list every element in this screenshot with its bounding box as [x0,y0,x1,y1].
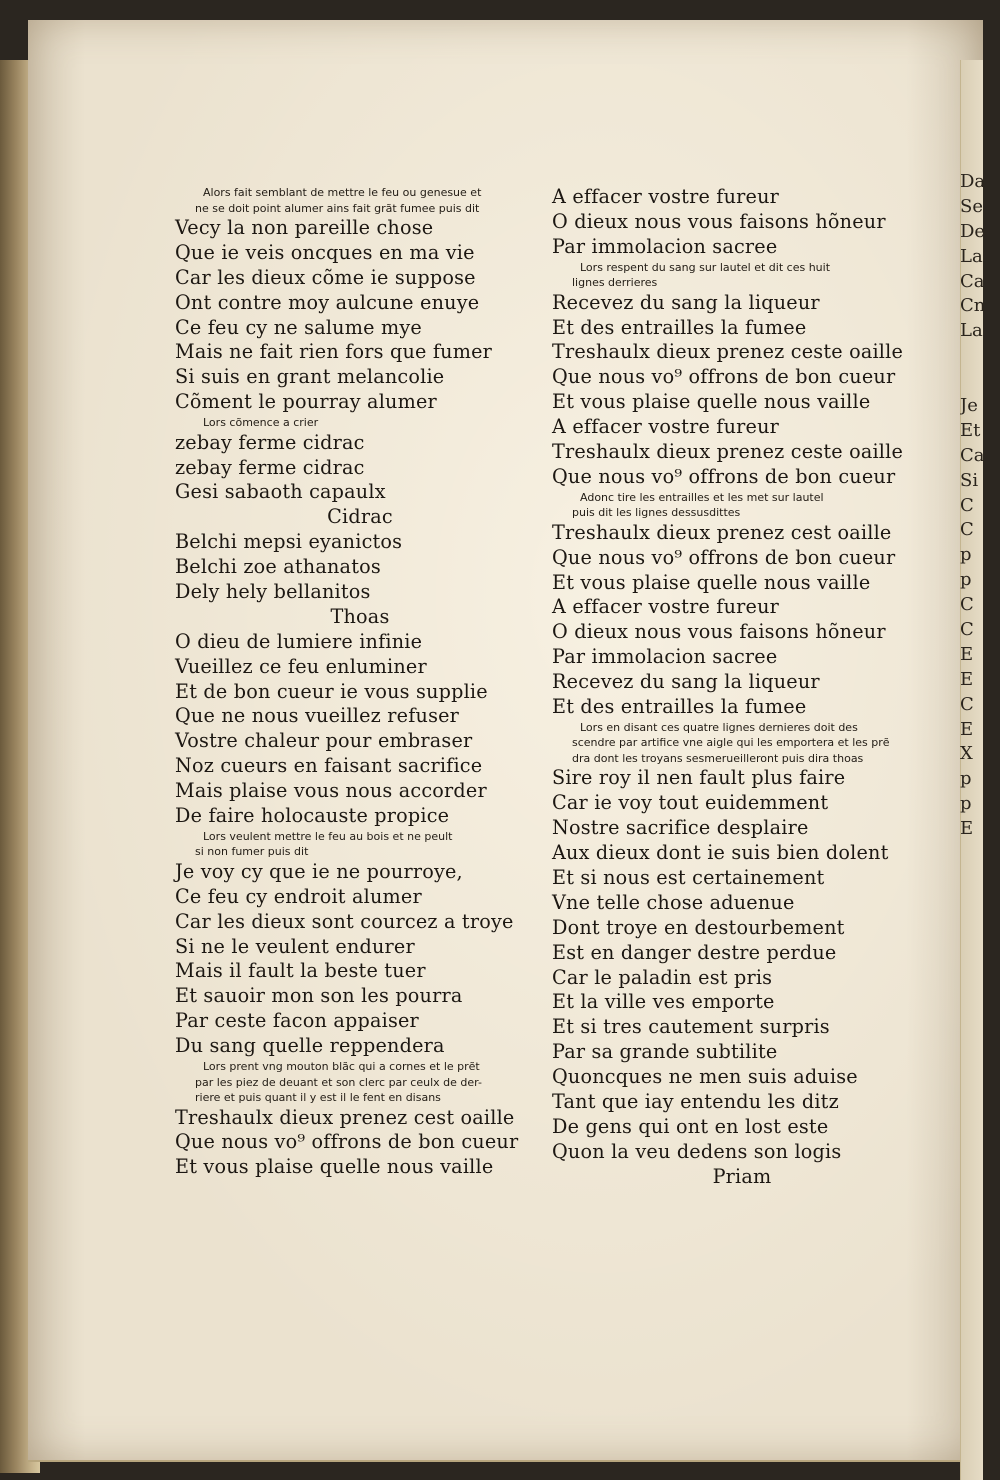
right-verse-line: Et la ville ves emporte [552,990,775,1014]
adjacent-page-letter: Et [960,419,981,441]
left-stage-direction: ne se doit point alumer ains fait grãt fumee puis dit [195,201,480,215]
left-stage-direction: par les piez de deuant et son clerc par ceulx de der- [195,1075,482,1089]
adjacent-page-letter: E [960,643,974,665]
right-verse-line: Tant que iay entendu les ditz [552,1090,839,1113]
right-verse-line: Et vous plaise quelle nous vaille [552,390,871,414]
right-verse-line: Car ie voy tout euidemment [552,791,829,815]
adjacent-page-letter: C [960,619,974,641]
left-verse-line: Treshaulx dieux prenez cest oaille [175,1105,515,1129]
left-verse-line: Par ceste facon appaiser [175,1009,419,1033]
right-stage-direction: dra dont les troyans sesmerueilleront puis dira thoas [572,751,864,765]
left-speaker-name: Cidrac [327,505,393,529]
left-verse-line: Dely hely bellanitos [175,579,371,603]
right-verse-line: Quoncques ne men suis aduise [552,1065,858,1089]
right-stage-direction: Lors en disant ces quatre lignes dernieres doit des [580,720,858,734]
right-verse-line: Treshaulx dieux prenez cest oaille [552,520,892,544]
left-verse-line: Cõment le pourray alumer [175,390,437,414]
left-verse-line: Et de bon cueur ie vous supplie [175,679,488,703]
left-stage-direction: Lors cõmence a crier [203,416,319,430]
adjacent-page-letter: C [960,519,974,541]
right-stage-direction: lignes derrieres [572,276,658,290]
adjacent-page-letter: La [960,245,983,267]
left-verse-line: zebay ferme cidrac [175,430,365,454]
left-verse-line: Et vous plaise quelle nous vaille [175,1155,494,1179]
right-verse-line: Par sa grande subtilite [552,1040,778,1064]
left-verse-line: Si ne le veulent endurer [175,934,415,958]
right-verse-line: Vne telle chose aduenue [552,890,795,914]
right-verse-line: Par immolacion sacree [552,645,778,669]
adjacent-page-letter: E [960,818,974,840]
adjacent-page-letter [960,369,1000,394]
adjacent-page-letter: De [960,220,986,242]
adjacent-page-letter: C [960,494,974,516]
left-verse-line: Gesi sabaoth capaulx [175,480,386,504]
right-verse-line: O dieux nous vous faisons hõneur [552,620,886,644]
right-verse-line: De gens qui ont en lost este [552,1114,829,1138]
left-verse-line: Car les dieux sont courcez a troye [175,909,514,933]
right-verse-line: Treshaulx dieux prenez ceste oaille [552,340,904,364]
adjacent-page-letter: Ca [960,444,985,466]
right-verse-line: Que nous vo⁹ offrons de bon cueur [552,365,896,389]
adjacent-page-letter: Je [960,395,978,417]
adjacent-page-letter: Si [960,469,979,491]
left-verse-line: Si suis en grant melancolie [175,365,445,389]
right-verse-line: Recevez du sang la liqueur [552,670,820,694]
adjacent-page-letter: Ca [960,270,985,292]
right-verse-line: Car le paladin est pris [552,965,773,989]
left-stage-direction: Lors veulent mettre le feu au bois et ne peult [203,829,453,843]
adjacent-page-letter: p [960,793,972,815]
right-stage-direction: Lors respent du sang sur lautel et dit ces huit [580,260,831,274]
left-verse-line: De faire holocauste propice [175,803,450,827]
right-verse-line: Treshaulx dieux prenez ceste oaille [552,440,904,464]
adjacent-page-letter: E [960,668,974,690]
adjacent-page-letter: p [960,768,972,790]
adjacent-page-letter: Da [960,171,986,192]
adjacent-page-letter: La [960,320,983,342]
adjacent-page-letter: C [960,594,974,616]
right-text-column [552,185,932,1190]
left-verse-line: Mais ne fait rien fors que fumer [175,340,493,364]
left-verse-line: Que ne nous vueillez refuser [175,704,460,728]
left-verse-line: Belchi mepsi eyanictos [175,530,403,554]
adjacent-page-fragment [960,170,1000,842]
adjacent-page-letter: Cn [960,295,986,317]
adjacent-page-letter: C [960,693,974,715]
right-verse-line: Et des entrailles la fumee [552,695,807,719]
right-stage-direction: puis dit les lignes dessusdittes [572,506,741,520]
right-verse-line: Que nous vo⁹ offrons de bon cueur [552,464,896,488]
right-verse-line: Sire roy il nen fault plus faire [552,766,846,790]
adjacent-page-letter: p [960,544,972,566]
left-verse-line: Et sauoir mon son les pourra [175,984,463,1008]
right-verse-line: Que nous vo⁹ offrons de bon cueur [552,545,896,569]
right-stage-direction: Adonc tire les entrailles et les met sur lautel [580,490,824,504]
right-verse-line: Recevez du sang la liqueur [552,290,820,314]
left-speaker-name: Thoas [330,604,390,628]
left-verse-line: Vueillez ce feu enluminer [175,654,427,678]
left-verse-line: Ce feu cy ne salume mye [175,315,422,339]
right-verse-line: Dont troye en destourbement [552,915,845,939]
right-verse-line: Et vous plaise quelle nous vaille [552,570,871,594]
right-verse-line: Est en danger destre perdue [552,940,837,964]
adjacent-page-letter: p [960,569,972,591]
left-verse-line: Que ie veis oncques en ma vie [175,240,475,264]
right-verse-line: A effacer vostre fureur [552,415,780,439]
right-verse-line: A effacer vostre fureur [552,185,780,208]
left-verse-line: Vostre chaleur pour embraser [175,729,473,753]
left-text-column [175,185,545,1180]
left-verse-line: Car les dieux cõme ie suppose [175,265,476,289]
right-stage-direction: scendre par artifice vne aigle qui les emportera et les prẽ [572,736,890,750]
left-stage-direction: Alors fait semblant de mettre le feu ou genesue et [203,186,482,199]
right-verse-line: Et si tres cautement surpris [552,1015,830,1039]
left-verse-line: zebay ferme cidrac [175,455,365,479]
right-verse-line: A effacer vostre fureur [552,595,780,619]
adjacent-page-letter: Se [960,195,983,217]
right-verse-line: Et si nous est certainement [552,865,825,889]
left-verse-line: O dieu de lumiere infinie [175,629,423,653]
right-verse-line: Et des entrailles la fumee [552,315,807,339]
left-stage-direction: Lors prent vng mouton blãc qui a cornes et le prẽt [203,1060,480,1073]
left-verse-line: Ce feu cy endroit alumer [175,884,422,908]
adjacent-page-letter [960,344,1000,369]
left-stage-direction: si non fumer puis dit [195,845,309,859]
left-verse-line: Mais il fault la beste tuer [175,959,426,983]
right-verse-line: Aux dieux dont ie suis bien dolent [552,841,889,865]
left-verse-line: Mais plaise vous nous accorder [175,779,487,803]
left-verse-line: Du sang quelle reppendera [175,1034,445,1058]
left-verse-line: Noz cueurs en faisant sacrifice [175,754,483,778]
right-verse-line: Nostre sacrifice desplaire [552,816,809,840]
adjacent-page-letter: E [960,718,974,740]
left-verse-line: Que nous vo⁹ offrons de bon cueur [175,1130,519,1154]
left-verse-line: Belchi zoe athanatos [175,555,381,579]
left-verse-line: Vecy la non pareille chose [175,216,434,239]
right-verse-line: Quon la veu dedens son logis [552,1139,842,1163]
left-stage-direction: riere et puis quant il y est il le fent en disans [195,1091,441,1104]
left-verse-line: Je voy cy que ie ne pourroye, [175,859,463,883]
right-verse-line: O dieux nous vous faisons hõneur [552,209,886,233]
adjacent-page-letter: X [960,743,973,765]
left-verse-line: Ont contre moy aulcune enuye [175,290,480,314]
right-verse-line: Par immolacion sacree [552,234,778,258]
right-speaker-name: Priam [712,1164,772,1188]
